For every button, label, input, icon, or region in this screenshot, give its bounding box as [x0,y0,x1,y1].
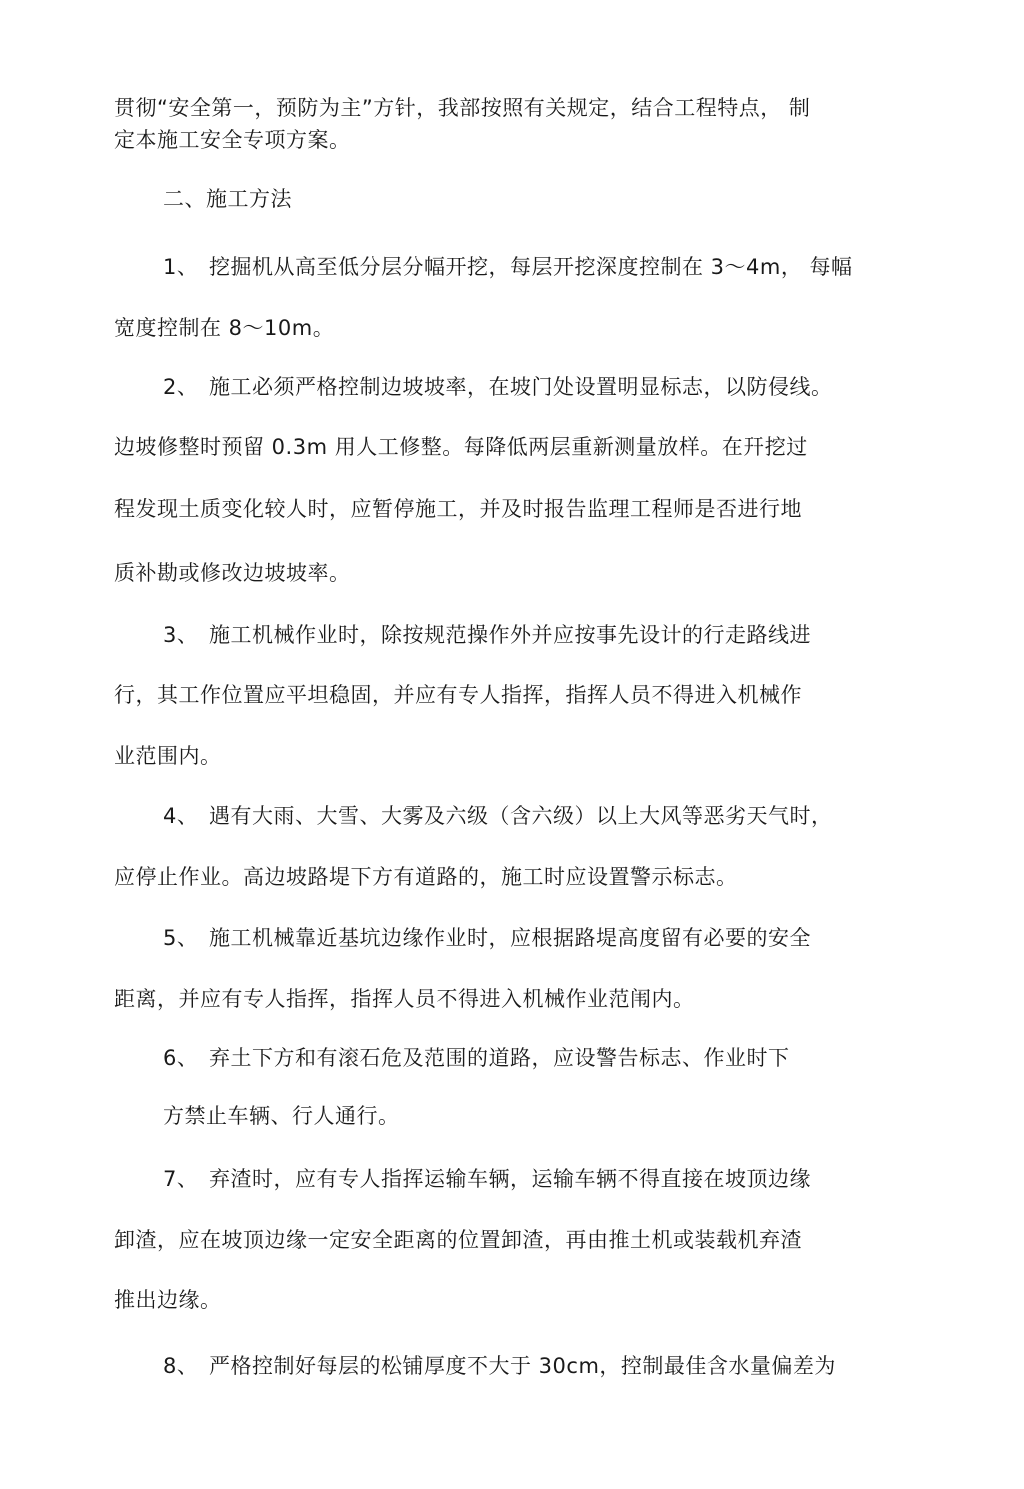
item-1-number: 1、 [163,255,199,279]
item-2-line-3: 程发现土质变化较人时，应暂停施工，并及时报告监理工程师是否进行地 [114,497,802,521]
item-5-line-1 [163,923,811,953]
item-8-text-1: 严格控制好每层的松铺厚度不大于 30cm，控制最佳含水量偏差为 [209,1354,836,1378]
item-1-line-2: 宽度控制在 8～10m。 [114,316,335,340]
item-3-line-3: 业范围内。 [114,744,222,768]
item-4-number: 4、 [163,804,199,828]
section-heading: 二、施工方法 [163,187,292,211]
item-2-number: 2、 [163,375,199,399]
item-2-line-4: 质补勘或修改边坡坡率。 [114,561,351,585]
item-3-line-2: 行，其工作位置应平坦稳固，并应有专人指挥，指挥人员不得进入机械作 [114,683,802,707]
item-2-line-2: 边坡修整时预留 0.3m 用人工修整。每降低两层重新测量放样。在幵挖过 [114,435,808,459]
item-3-line-1 [163,620,811,650]
item-6-line-1 [163,1043,790,1073]
item-3-number: 3、 [163,623,199,647]
item-7-number: 7、 [163,1167,199,1191]
item-4-line-2: 应停止作业。高边坡路堤下方有道路的，施工时应设置警示标志。 [114,865,738,889]
item-7-line-3: 推出边缘。 [114,1288,222,1312]
item-8-line-1 [163,1351,836,1381]
item-8-number: 8、 [163,1354,199,1378]
item-4-text-1: 遇有大雨、大雪、大雾及六级（含六级）以上大风等恶劣天气时， [209,804,833,828]
item-2-text-1: 施工必须严格控制边坡坡率，在坡门处设置明显标志，以防侵线。 [209,375,833,399]
item-4-line-1 [163,801,833,831]
item-5-line-2: 距离，并应有专人指挥，指挥人员不得进入机械作业范闱内。 [114,987,695,1011]
item-1-text-1: 挖掘机从高至低分层分幅开挖，每层开挖深度控制在 3～4m， 每幅 [209,255,853,279]
item-7-text-1: 弃渣时，应有专人指挥运输车辆，运输车辆不得直接在坡顶边缘 [209,1167,811,1191]
item-3-text-1: 施工机械作业时，除按规范操作外并应按事先设计的行走路线进 [209,623,811,647]
item-5-text-1: 施工机械靠近基坑边缘作业时，应根据路堤高度留有必要的安全 [209,926,811,950]
intro-line-2: 定本施工安全专项方案。 [114,128,351,152]
item-6-line-2: 方禁止车辆、行人通行。 [163,1104,400,1128]
item-5-number: 5、 [163,926,199,950]
item-7-line-2: 卸渣，应在坡顶边缘一定安全距离的位置卸渣，再由推土机或装载机弃渣 [114,1228,802,1252]
item-6-number: 6、 [163,1046,199,1070]
item-1-line-1 [163,252,853,282]
item-2-line-1 [163,372,833,402]
intro-line-1: 贯彻“安全第一，预防为主”方针，我部按照有关规定，结合工程特点， 制 [114,96,811,120]
item-7-line-1 [163,1164,811,1194]
item-6-text-1: 弃土下方和有滚石危及范围的道路，应设警告标志、作业时下 [209,1046,790,1070]
